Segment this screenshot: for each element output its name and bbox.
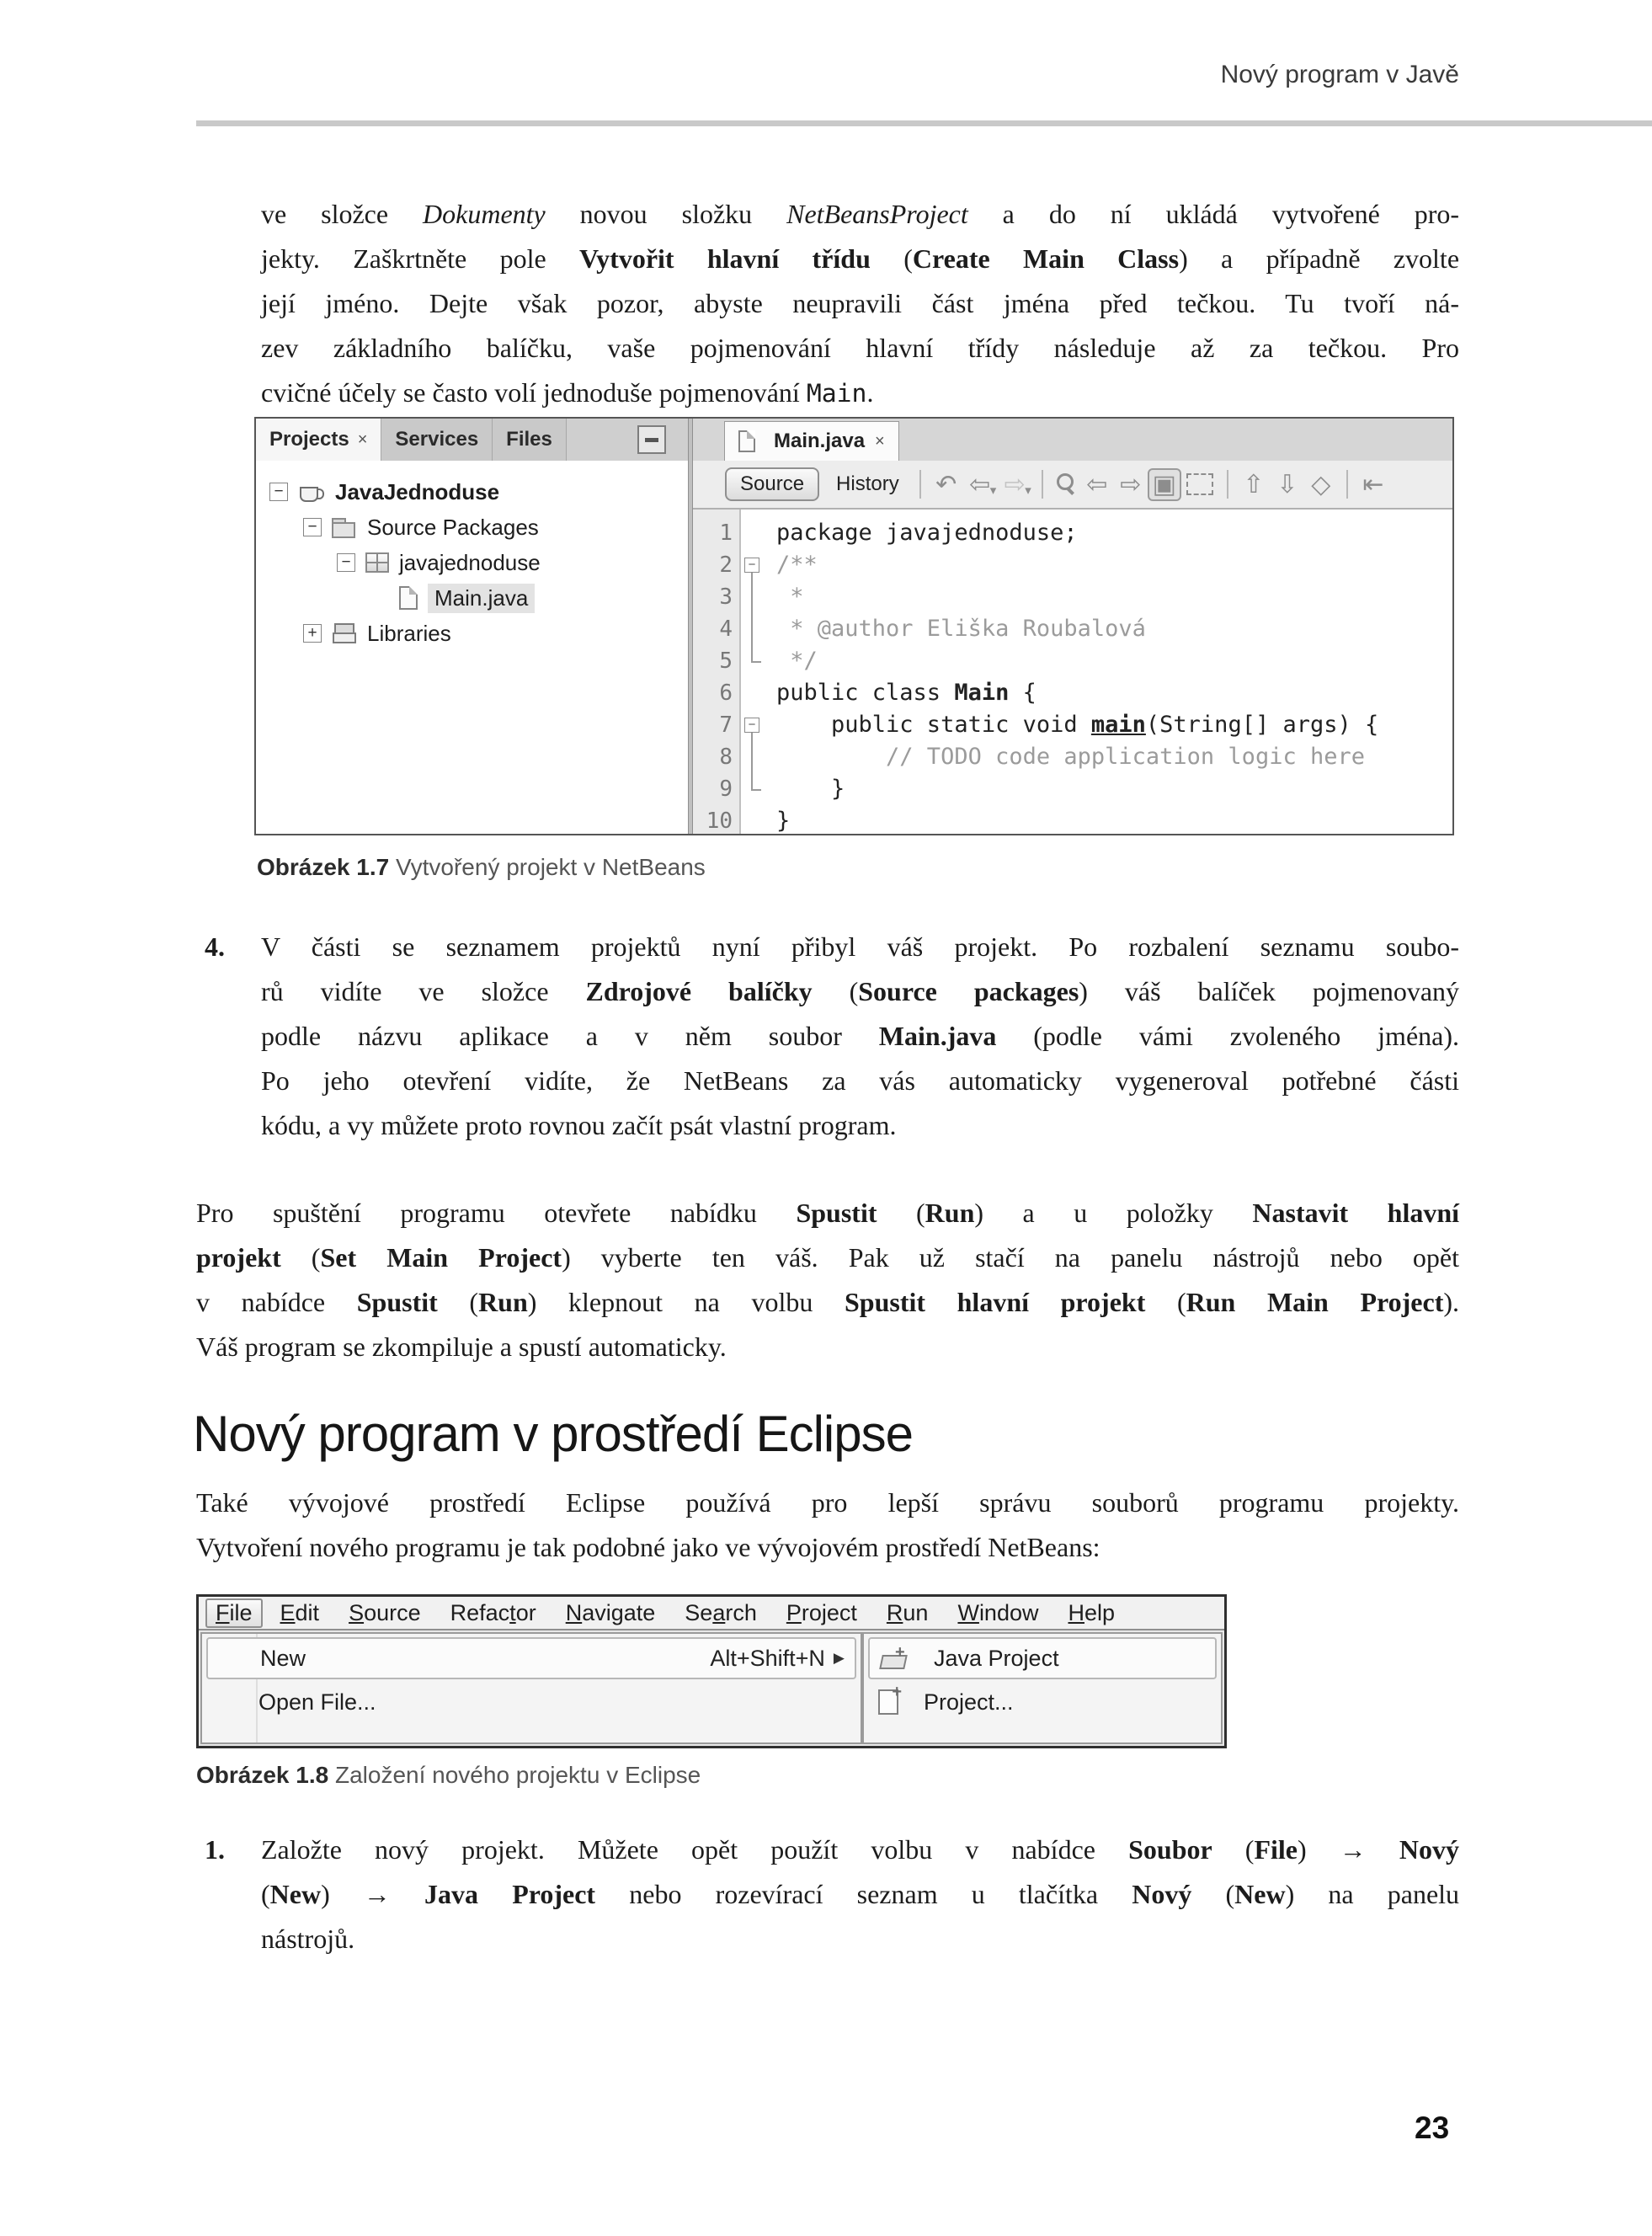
fold-collapse-icon[interactable]: − xyxy=(744,718,759,733)
new-project-icon xyxy=(878,1689,898,1715)
fold-collapse-icon[interactable]: − xyxy=(744,558,759,573)
text-segment: ) → xyxy=(321,1879,425,1909)
tree-item-label: Source Packages xyxy=(367,514,539,540)
text-segment: Main xyxy=(806,379,867,408)
text-segment: * xyxy=(776,584,804,610)
line-number: 9 xyxy=(719,776,733,802)
text-segment: Založte nový projekt. Můžete opět použít volbu v nabídce xyxy=(261,1834,1129,1865)
text-segment: ( xyxy=(812,976,859,1006)
text-segment: Pro spuštění programu otevřete nabídku xyxy=(196,1198,797,1228)
list-item-number: 1. xyxy=(205,1834,225,1865)
tab-files[interactable] xyxy=(493,419,567,461)
fold-guide-end xyxy=(751,661,761,663)
close-icon[interactable]: × xyxy=(357,430,368,449)
rectangular-selection-icon[interactable] xyxy=(1186,473,1213,495)
text-segment: nebo rozevírací seznam u tlačítka xyxy=(595,1879,1132,1909)
text-segment: } xyxy=(776,776,845,802)
minimize-panel-icon[interactable] xyxy=(637,425,666,454)
line-number-gutter xyxy=(693,510,741,834)
text-segment: ( xyxy=(1145,1287,1186,1317)
text-segment: Po jeho otevření vidíte, že NetBeans za vás automaticky vygeneroval potřebné části xyxy=(261,1065,1459,1096)
text-segment: roject xyxy=(801,1599,857,1625)
find-previous-icon[interactable]: ⇦ xyxy=(1086,470,1108,499)
text-segment: Také vývojové prostředí Eclipse používá pro lepší správu souborů programu projekty. xyxy=(196,1487,1459,1518)
submenu-item-project-label: Project... xyxy=(924,1689,1014,1715)
text-segment: Set Main Project xyxy=(320,1242,562,1273)
text-line xyxy=(261,371,1459,416)
line-number: 7 xyxy=(719,712,733,738)
tab-files-label: Files xyxy=(506,428,552,451)
text-segment: Vytvoření nového programu je tak podobné jako ve vývojovém prostředí NetBeans: xyxy=(196,1532,1100,1562)
editor-tabbar xyxy=(693,419,1452,462)
menu-item-help[interactable] xyxy=(1068,1600,1115,1626)
code-editor[interactable] xyxy=(776,517,1449,837)
fold-guide-line xyxy=(751,573,753,661)
code-line xyxy=(776,677,1449,709)
text-segment: novou složku xyxy=(545,199,787,229)
text-segment: Nastavit hlavní xyxy=(1252,1198,1460,1228)
text-segment: Dokumenty xyxy=(423,199,546,229)
code-line xyxy=(776,773,1449,805)
text-segment: Spustit hlavní projekt xyxy=(844,1287,1146,1317)
text-segment: Spustit xyxy=(356,1287,438,1317)
text-segment: // TODO code application logic here xyxy=(776,744,1365,770)
source-view-button[interactable]: Source xyxy=(725,467,819,501)
line-number: 5 xyxy=(719,648,733,674)
menu-item-open-file[interactable] xyxy=(206,1681,856,1723)
menu-item-navigate[interactable] xyxy=(566,1600,656,1626)
java-project-icon xyxy=(880,1646,909,1670)
menu-item-file[interactable] xyxy=(205,1598,263,1628)
text-segment: File xyxy=(1254,1834,1298,1865)
paragraph-run xyxy=(196,1191,1459,1369)
text-segment: Main.java xyxy=(878,1021,997,1051)
text-line xyxy=(196,1525,1459,1570)
find-next-icon[interactable]: ⇨ xyxy=(1120,470,1142,499)
coffee-cup-icon xyxy=(298,480,325,504)
tree-item-label: Main.java xyxy=(428,584,535,613)
text-segment: Main xyxy=(954,680,1010,706)
menu-item-new-label: New xyxy=(260,1645,306,1671)
forward-icon[interactable]: ⇨ xyxy=(1004,470,1026,499)
figure-caption xyxy=(257,854,706,881)
text-line xyxy=(261,192,1459,237)
toolbar-separator xyxy=(1227,470,1228,499)
forward-dropdown-icon[interactable]: ▾ xyxy=(1025,483,1031,498)
source-packages-icon xyxy=(332,516,357,538)
list-item-1 xyxy=(196,1828,1459,1961)
close-icon[interactable]: × xyxy=(875,431,885,451)
caption-label: Obrázek 1.8 xyxy=(196,1762,329,1788)
netbeans-screenshot xyxy=(254,417,1454,835)
line-number: 10 xyxy=(706,808,733,834)
figure-caption xyxy=(196,1762,701,1789)
text-segment: main xyxy=(1090,712,1146,738)
eclipse-menubar xyxy=(199,1597,1224,1630)
text-segment: kódu, a vy můžete proto rovnou začít psát vlastní program. xyxy=(261,1110,897,1140)
text-segment: Create Main Class xyxy=(912,243,1180,274)
line-number: 4 xyxy=(719,616,733,642)
code-line xyxy=(776,613,1449,645)
list-item-number: 4. xyxy=(205,931,225,962)
text-segment: R xyxy=(886,1599,903,1625)
next-bookmark-icon[interactable]: ⇩ xyxy=(1276,470,1298,499)
text-segment: ( xyxy=(261,1879,270,1909)
libraries-icon xyxy=(332,622,357,644)
tree-item-label: javajednoduse xyxy=(399,549,541,575)
toolbar-separator xyxy=(1042,470,1043,499)
text-segment: New xyxy=(269,1879,322,1909)
text-segment: { xyxy=(1009,680,1036,706)
text-segment: její jméno. Dejte však pozor, abyste neupravili část jména před tečkou. Tu tvoří ná- xyxy=(261,288,1459,318)
text-segment: ( xyxy=(870,243,913,274)
text-segment: rů vidíte ve složce xyxy=(261,976,586,1006)
text-segment: E xyxy=(280,1599,296,1625)
header-rule xyxy=(196,120,1652,126)
text-line xyxy=(261,925,1459,969)
text-segment: ( xyxy=(437,1287,479,1317)
tree-item-source-packages[interactable] xyxy=(303,510,539,544)
tree-item-javajednoduse-project[interactable] xyxy=(269,475,499,509)
list-item-text xyxy=(261,1828,1459,1961)
line-number: 1 xyxy=(719,520,733,546)
collapse-icon[interactable]: − xyxy=(269,483,288,501)
java-file-icon xyxy=(738,430,755,452)
text-segment: Soubor xyxy=(1128,1834,1212,1865)
section-heading: Nový program v prostředí Eclipse xyxy=(193,1406,913,1462)
text-segment: elp xyxy=(1084,1599,1116,1625)
toggle-highlight-icon[interactable]: ▣ xyxy=(1148,468,1181,501)
text-segment: ) váš balíček pojmenovaný xyxy=(1079,976,1460,1006)
text-line xyxy=(261,1828,1459,1872)
text-line xyxy=(196,1235,1459,1280)
menu-item-search[interactable] xyxy=(685,1600,757,1626)
menu-item-new[interactable] xyxy=(206,1637,856,1679)
text-line xyxy=(196,1481,1459,1525)
text-segment: package javajednoduse; xyxy=(776,520,1078,546)
shortcut-label: Alt+Shift+N xyxy=(710,1645,825,1671)
text-segment: Run xyxy=(478,1287,528,1317)
text-segment: New xyxy=(1234,1879,1286,1909)
text-segment: /** xyxy=(776,552,818,578)
back-icon[interactable]: ⇦ xyxy=(969,470,991,499)
text-segment: . xyxy=(866,377,874,408)
eclipse-screenshot xyxy=(196,1594,1227,1748)
text-line xyxy=(196,1325,1459,1369)
page-number: 23 xyxy=(1415,2111,1450,2145)
text-segment: ) a u položky xyxy=(974,1198,1253,1228)
tree-item-label: JavaJednoduse xyxy=(335,478,500,504)
expand-icon[interactable]: + xyxy=(303,624,322,643)
text-segment: ) na panelu xyxy=(1285,1879,1460,1909)
text-segment: a xyxy=(712,1599,726,1625)
text-segment: ( xyxy=(1191,1879,1235,1909)
text-segment: Se xyxy=(685,1599,713,1625)
menu-item-refactor[interactable] xyxy=(450,1600,536,1626)
text-segment: v nabídce xyxy=(196,1287,357,1317)
netbeans-panel-tabbar xyxy=(256,419,688,462)
text-segment: P xyxy=(786,1599,802,1625)
toggle-bookmark-icon[interactable]: ◇ xyxy=(1311,470,1331,499)
text-segment: ) klepnout na volbu xyxy=(527,1287,845,1317)
text-segment: ). xyxy=(1443,1287,1460,1317)
text-segment: ( xyxy=(1212,1834,1255,1865)
file-menu-dropdown xyxy=(200,1632,862,1744)
caption-text: Založení nového projektu v Eclipse xyxy=(328,1762,701,1788)
caption-text: Vytvořený projekt v NetBeans xyxy=(389,854,706,880)
text-segment: Nový xyxy=(1399,1834,1460,1865)
tree-item-label: Libraries xyxy=(367,620,451,646)
text-segment: S xyxy=(349,1599,365,1625)
text-segment: podle názvu aplikace a v něm soubor xyxy=(261,1021,879,1051)
line-number: 2 xyxy=(719,552,733,578)
code-line xyxy=(776,645,1449,677)
text-segment: N xyxy=(565,1599,583,1625)
submenu-item-java-project-label: Java Project xyxy=(934,1645,1059,1671)
tab-projects[interactable] xyxy=(256,419,381,461)
text-line xyxy=(261,969,1459,1014)
text-segment: ile xyxy=(229,1599,253,1625)
text-line xyxy=(261,237,1459,281)
text-segment: a do ní ukládá vytvořené pro- xyxy=(967,199,1460,229)
collapse-icon[interactable]: − xyxy=(337,553,355,572)
text-segment: Source packages xyxy=(858,976,1079,1006)
find-selection-icon[interactable] xyxy=(1052,472,1080,497)
tab-main-java-label: Main.java xyxy=(774,430,866,452)
text-segment: Nový xyxy=(1132,1879,1192,1909)
text-segment: ) → xyxy=(1298,1834,1399,1865)
text-segment: avigate xyxy=(582,1599,656,1625)
list-item-text xyxy=(261,925,1459,1148)
text-line xyxy=(261,1917,1459,1961)
text-segment: (podle vámi zvoleného jména). xyxy=(996,1021,1460,1051)
back-dropdown-icon[interactable]: ▾ xyxy=(989,483,997,498)
code-line xyxy=(776,549,1449,581)
text-line xyxy=(261,1103,1459,1148)
caption-label: Obrázek 1.7 xyxy=(257,854,390,880)
text-segment: Spustit xyxy=(796,1198,877,1228)
text-segment: NetBeansProject xyxy=(786,199,968,229)
menu-item-source[interactable] xyxy=(349,1600,421,1626)
text-segment: rch xyxy=(725,1599,757,1625)
menu-item-open-file-label: Open File... xyxy=(258,1689,376,1715)
tab-services-label: Services xyxy=(395,428,479,451)
text-segment: Java Project xyxy=(424,1879,596,1909)
text-segment: (String[] args) { xyxy=(1145,712,1379,738)
menu-item-project[interactable] xyxy=(786,1600,857,1626)
line-number: 8 xyxy=(719,744,733,770)
text-segment: nástrojů. xyxy=(261,1924,355,1954)
line-number: 6 xyxy=(719,680,733,706)
text-segment: } xyxy=(776,808,791,834)
tree-item-main-java[interactable] xyxy=(399,581,535,615)
text-segment: F xyxy=(216,1599,230,1625)
fold-guide-end xyxy=(751,789,761,791)
text-segment: ource xyxy=(364,1599,421,1625)
package-icon xyxy=(365,552,389,573)
toolbar-separator xyxy=(919,470,921,499)
text-segment: un xyxy=(903,1599,929,1625)
text-segment: Zdrojové balíčky xyxy=(585,976,813,1006)
text-segment: W xyxy=(957,1599,979,1625)
text-segment: ( xyxy=(877,1198,925,1228)
text-segment: jekty. Zaškrtněte pole xyxy=(261,243,579,274)
running-header: Nový program v Javě xyxy=(1220,61,1459,88)
code-line xyxy=(776,741,1449,773)
text-segment: ve složce xyxy=(261,199,424,229)
java-file-icon xyxy=(399,586,418,610)
list-item-4 xyxy=(196,925,1459,1148)
text-segment: * @author Eliška Roubalová xyxy=(776,616,1146,642)
toolbar-separator xyxy=(1346,470,1348,499)
code-line xyxy=(776,709,1449,741)
text-segment: Run xyxy=(925,1198,975,1228)
text-segment: cvičné účely se často volí jednoduše pojmenování xyxy=(261,377,807,408)
text-line xyxy=(261,281,1459,326)
text-segment: H xyxy=(1068,1599,1084,1625)
fold-guide-line xyxy=(751,733,753,789)
code-line xyxy=(776,517,1449,549)
text-segment: projekt xyxy=(196,1242,281,1273)
previous-bookmark-icon[interactable]: ⇧ xyxy=(1243,470,1265,499)
tab-services[interactable] xyxy=(381,419,493,461)
menu-item-run[interactable] xyxy=(887,1600,929,1626)
paragraph-intro xyxy=(261,192,1459,416)
paragraph-eclipse-intro xyxy=(196,1481,1459,1570)
submenu-arrow-icon: ▶ xyxy=(833,1650,845,1666)
submenu-item-java-project[interactable] xyxy=(868,1637,1217,1679)
last-edit-location-icon[interactable]: ↶ xyxy=(935,470,957,499)
text-segment: Vytvořit hlavní třídu xyxy=(578,243,871,274)
shift-line-left-icon[interactable]: ⇤ xyxy=(1362,470,1384,499)
text-line xyxy=(261,1014,1459,1059)
menu-item-window[interactable] xyxy=(957,1600,1038,1626)
text-segment: Refac xyxy=(450,1599,510,1625)
text-segment: indow xyxy=(978,1599,1039,1625)
editor-toolbar xyxy=(693,461,1452,510)
text-line xyxy=(261,1872,1459,1917)
tree-item-libraries[interactable] xyxy=(303,616,451,650)
tab-main-java[interactable] xyxy=(724,421,899,461)
text-line xyxy=(196,1280,1459,1325)
text-line xyxy=(261,326,1459,371)
text-segment: t xyxy=(509,1599,516,1625)
collapse-icon[interactable]: − xyxy=(303,518,322,536)
text-segment: dit xyxy=(295,1599,320,1625)
text-segment: or xyxy=(515,1599,536,1625)
code-line xyxy=(776,805,1449,837)
menu-item-edit[interactable] xyxy=(280,1600,320,1626)
text-segment: public class xyxy=(776,680,955,706)
projects-tree xyxy=(256,461,688,834)
text-segment: V části se seznamem projektů nyní přibyl váš projekt. Po rozbalení seznamu soubo- xyxy=(261,931,1459,962)
line-number: 3 xyxy=(719,584,733,610)
tab-projects-label: Projects xyxy=(269,428,349,451)
new-submenu xyxy=(862,1632,1223,1744)
text-segment: ) a případně zvolte xyxy=(1179,243,1460,274)
text-segment: */ xyxy=(776,648,818,674)
text-segment: ) vyberte ten váš. Pak už stačí na panelu nástrojů nebo opět xyxy=(562,1242,1460,1273)
submenu-item-project[interactable] xyxy=(868,1681,1217,1723)
text-segment: ( xyxy=(280,1242,321,1273)
text-segment: Run Main Project xyxy=(1186,1287,1444,1317)
text-line xyxy=(196,1191,1459,1235)
text-line xyxy=(261,1059,1459,1103)
tree-item-package-javajednoduse[interactable] xyxy=(337,546,541,579)
text-segment: Váš program se zkompiluje a spustí automaticky. xyxy=(196,1331,727,1362)
history-view-button[interactable]: History xyxy=(836,472,899,495)
text-segment: public static void xyxy=(776,712,1091,738)
text-segment: zev základního balíčku, vaše pojmenování hlavní třídy následuje až za tečkou. Pro xyxy=(261,333,1459,363)
code-line xyxy=(776,581,1449,613)
